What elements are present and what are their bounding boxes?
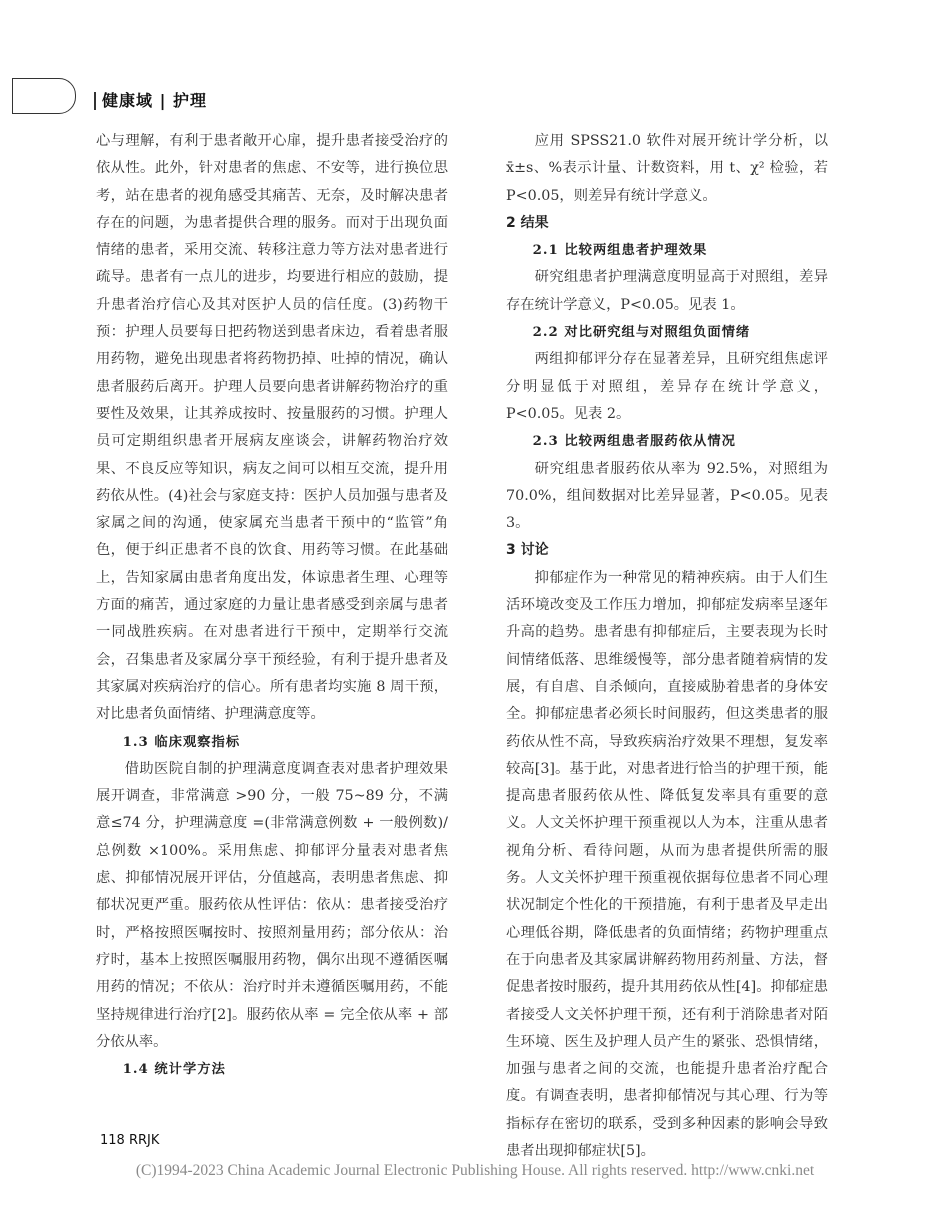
copyright-notice: (C)1994-2023 China Academic Journal Electronic Publishing House. All rights reserved. http://www.cnki.net xyxy=(135,1162,815,1179)
paragraph: 研究组患者服药依从率为 92.5%，对照组为 70.0%，组间数据对比差异显著，P<0.05。见表 3。 xyxy=(506,460,828,532)
page-number: 118 RRJK xyxy=(100,1133,160,1148)
paragraph: 心与理解，有利于患者敞开心扉，提升患者接受治疗的依从性。此外，针对患者的焦虑、不安等，进行换位思考，站在患者的视角感受其痛苦、无奈，及时解决患者存在的问题，为患者提供合理的服务。而对于出现负面情绪的患者，采用交流、转移注意力等方法对患者进行疏导。患者有一点儿的进步，均要进行相应的鼓励，提升患者治疗信心及其对医护人员的信任度。(3)药物干预：护理人员要每日把药物送到患者床边，看着患者服用药物，避免出现患者将药物扔掉、吐掉的情况，确认患者服药后离开。护理人员要向患者讲解药物治疗的重要性及效果，让其养成按时、按量服药的习惯。护理人员可定期组织患者开展病友座谈会，讲解药物治疗效果、不良反应等知识，病友之间可以相互交流，提升用药依从性。(4)社会与家庭支持：医护人员加强与患者及家属之间的沟通，使家属充当患者干预中的“监管”角色，便于纠正患者不良的饮食、用药等习惯。在此基础上，告知家属由患者角度出发，体谅患者生理、心理等方面的痛苦，通过家庭的力量让患者感受到亲属与患者一同战胜疾病。在对患者进行干预中，定期举行交流会，召集患者及家属分享干预经验，有利于提升患者及其家属对疾病治疗的信心。所有患者均实施 8 周干预，对比患者负面情绪、护理满意度等。 xyxy=(96,133,448,723)
header-separator xyxy=(94,92,96,110)
subsection-heading: 2.2 对比研究组与对照组负面情绪 xyxy=(532,325,751,341)
paragraph: 抑郁症作为一种常见的精神疾病。由于人们生活环境改变及工作压力增加，抑郁症发病率呈逐年升高的趋势。患者患有抑郁症后，主要表现为长时间情绪低落、思维缓慢等，部分患者随着病情的发展，有自虐、自杀倾向，直接威胁着患者的身体安全。抑郁症患者必须长时间服药，但这类患者的服药依从性不高，导致疾病治疗效果不理想，复发率较高[3]。基于此，对患者进行恰当的护理干预，能提高患者服药依从性、降低复发率具有重要的意义。人文关怀护理干预重视以人为本，注重从患者视角分析、看待问题，从而为患者提供所需的服务。人文关怀护理干预重视依据每位患者不同心理状况制定个性化的干预措施，有利于患者及早走出心理低谷期，降低患者的负面情绪；药物护理重点在于向患者及其家属讲解药物用药剂量、方法，督促患者按时服药，提升其用药依从性[4]。抑郁症患者接受人文关怀护理干预，还有利于消除患者对陌生环境、医生及护理人员产生的紧张、恐惧情绪，加强与患者之间的交流，也能提升患者治疗配合度。有调查表明，患者抑郁情况与其心理、行为等指标存在密切的联系，受到多种因素的影响会导致患者出现抑郁症状[5]。 xyxy=(506,569,828,1159)
left-column xyxy=(96,128,448,1083)
section-heading: 1.3 临床观察指标 xyxy=(122,734,241,750)
section-heading: 3 讨论 xyxy=(506,542,549,559)
header-title: 健康域 | 护理 xyxy=(102,91,207,110)
section-heading: 2 结果 xyxy=(506,214,549,231)
right-column xyxy=(506,128,828,1165)
section-heading: 1.4 统计学方法 xyxy=(122,1062,226,1078)
paragraph: 借助医院自制的护理满意度调查表对患者护理效果展开调查，非常满意 >90 分，一般 75~89 分，不满意≤74 分，护理满意度 =(非常满意例数 + 一般例数)/ 总例数 ×100%。采用焦虑、抑郁评分量表对患者焦虑、抑郁情况展开评估，分值越高，表明患者焦虑、抑郁状况更严重。服药依从性评估：依从：患者接受治疗时，严格按照医嘱按时、按照剂量用药；部分依从：治疗时，基本上按照医嘱服用药物，偶尔出现不遵循医嘱用药的情况；不依从：治疗时并未遵循医嘱用药，不能坚持规律进行治疗[2]。服药依从率 = 完全依从率 + 部分依从率。 xyxy=(96,760,448,1050)
header-tab-shape xyxy=(12,78,76,114)
paragraph: 两组抑郁评分存在显著差异，且研究组焦虑评分明显低于对照组，差异存在统计学意义，P<0.05。见表 2。 xyxy=(506,351,828,422)
subsection-heading: 2.1 比较两组患者护理效果 xyxy=(532,243,708,259)
paragraph: 研究组患者护理满意度明显高于对照组，差异存在统计学意义，P<0.05。见表 1。 xyxy=(506,269,828,313)
paragraph: 应用 SPSS21.0 软件对展开统计学分析，以x̄±s、%表示计量、计数资料，用 t、χ² 检验，若 P<0.05，则差异有统计学意义。 xyxy=(506,133,828,204)
subsection-heading: 2.3 比较两组患者服药依从情况 xyxy=(532,434,736,450)
